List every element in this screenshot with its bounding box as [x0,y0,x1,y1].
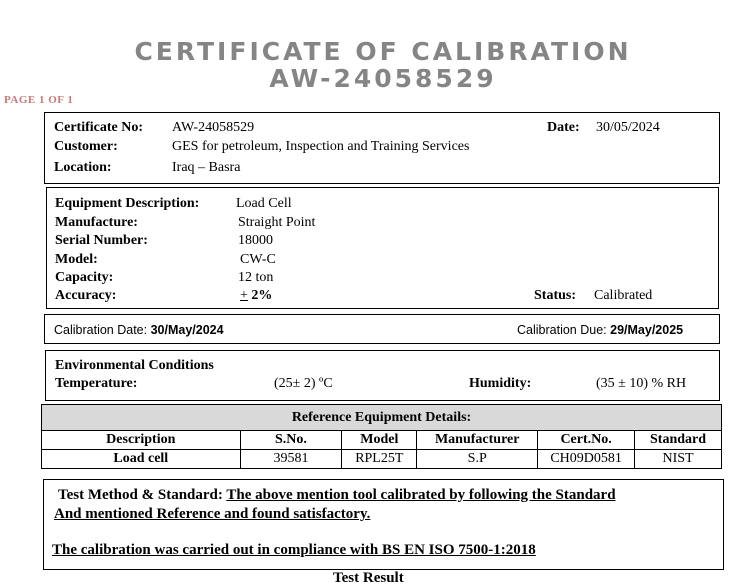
calibration-date-value: 30/May/2024 [150,323,224,337]
calibration-due [517,321,683,339]
column-header: Manufacturer [417,431,538,450]
humidity-label: Humidity: [469,376,532,391]
table-cell: S.P [417,450,538,469]
table-row [42,450,722,469]
location-value: Iraq – Basra [172,160,241,175]
manufacture-value: Straight Point [238,215,316,230]
test-method-text-line2: And mentioned Reference and found satisfactory. [54,506,371,522]
column-header: Model [342,431,417,450]
test-method-text-line1: The above mention tool calibrated by following the Standard [226,487,616,503]
manufacture-label: Manufacture: [55,215,138,230]
accuracy-value [240,287,272,305]
accuracy-label: Accuracy: [55,288,117,303]
table-cell: RPL25T [342,450,417,469]
date-label: Date: [547,120,580,135]
column-header: Standard [635,431,722,450]
table-cell: 39581 [240,450,342,469]
equipment-description-value: Load Cell [236,196,292,211]
model-label: Model: [55,252,98,267]
serial-label: Serial Number: [55,233,148,248]
temperature-value: (25± 2) ºC [274,376,333,391]
capacity-value: 12 ton [238,270,274,285]
temperature-label: Temperature: [55,376,138,391]
calibration-date [54,321,224,339]
status-value: Calibrated [594,288,653,303]
table-cell: NIST [635,450,722,469]
customer-label: Customer: [54,139,118,154]
column-header: Cert.No. [538,431,635,450]
calibration-due-value: 29/May/2025 [610,323,684,337]
reference-table [41,430,722,469]
reference-heading: Reference Equipment Details: [41,404,722,431]
environment-heading: Environmental Conditions [55,358,214,373]
capacity-label: Capacity: [55,270,114,285]
equipment-description-label: Equipment Description: [55,196,200,211]
location-label: Location: [54,160,112,175]
calibration-due-label: Calibration Due: [517,323,607,337]
accuracy-sign: + [240,288,248,303]
status-label: Status: [534,288,577,303]
calibration-date-label: Calibration Date: [54,323,148,337]
humidity-value: (35 ± 10) % RH [596,376,687,391]
test-method-label: Test Method & Standard: [58,487,223,503]
cert-no-label: Certificate No: [54,120,144,135]
date-value: 30/05/2024 [596,120,660,135]
serial-value: 18000 [238,233,273,248]
column-header: Description [42,431,241,450]
accuracy-percent: 2% [251,288,273,303]
table-cell: Load cell [42,450,241,469]
test-method-line1 [58,486,616,504]
customer-value: GES for petroleum, Inspection and Training Services [172,139,470,154]
page-label: PAGE 1 OF 1 [4,94,74,106]
certificate-number-title: AW-24058529 [269,64,497,93]
compliance-statement: The calibration was carried out in compliance with BS EN ISO 7500-1:2018 [52,542,536,558]
test-result-heading: Test Result [333,570,404,586]
cert-no-value: AW-24058529 [172,120,255,135]
reference-header-row [42,431,722,450]
column-header: S.No. [240,431,342,450]
certificate-title: CERTIFICATE OF CALIBRATION [134,37,632,66]
model-value: CW-C [240,252,276,267]
table-cell: CH09D0581 [538,450,635,469]
